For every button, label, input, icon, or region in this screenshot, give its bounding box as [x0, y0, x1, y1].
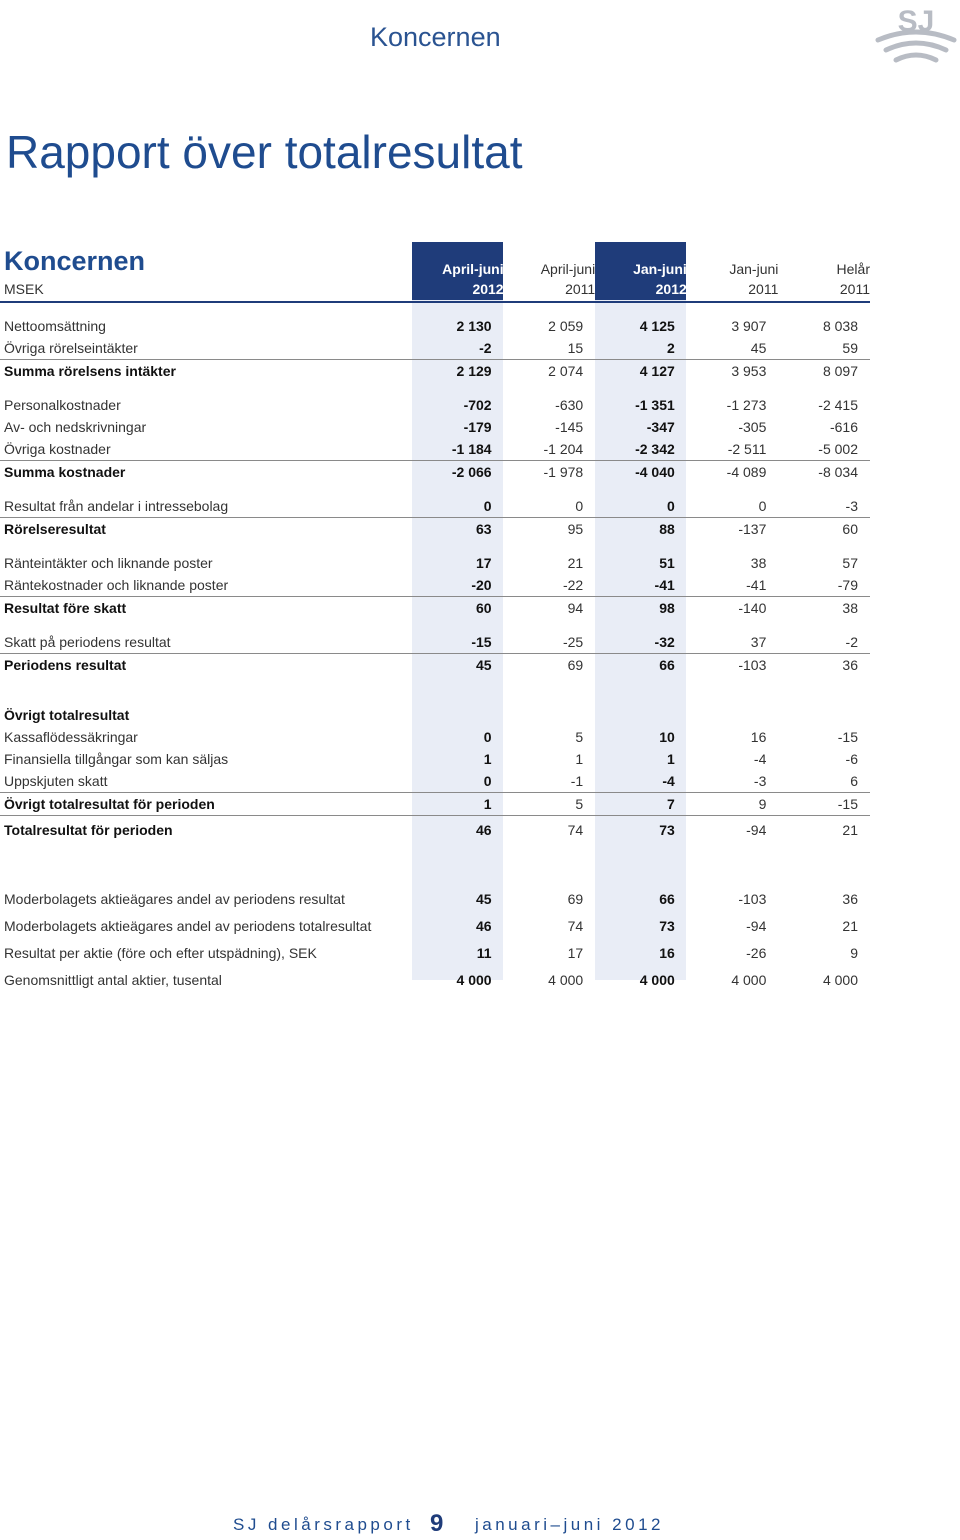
- cell-value: 73: [659, 821, 675, 838]
- cell-value: -630: [555, 397, 584, 413]
- cell-value: 60: [842, 521, 858, 537]
- cell-value: 15: [504, 337, 596, 360]
- row-label: Rörelseresultat: [4, 521, 106, 537]
- cell-value: 95: [567, 521, 584, 537]
- cell-value: 38: [842, 600, 858, 616]
- cell-value: 16: [750, 729, 767, 745]
- row-label: Räntekostnader och liknande poster: [0, 574, 412, 597]
- cell-value: -25: [504, 631, 596, 654]
- row-label: Resultat från andelar i intressebolag: [0, 495, 412, 518]
- cell-value: 2 059: [548, 318, 584, 334]
- cell-value: 74: [567, 917, 584, 934]
- cell-value: 17: [567, 944, 584, 961]
- cell-value: -2: [412, 337, 504, 360]
- cell-value: -94: [746, 821, 767, 838]
- table-row: [0, 552, 870, 574]
- cell-value: 1: [666, 751, 675, 767]
- cell-value: -41: [595, 574, 687, 597]
- spacer-row: [0, 540, 870, 552]
- cell-value: -8 034: [818, 464, 858, 480]
- sj-logo: [872, 4, 960, 66]
- cell-value: 0: [412, 495, 504, 518]
- cell-value: 7: [595, 793, 687, 816]
- cell-value: -1 273: [726, 397, 767, 413]
- cell-value: -79: [778, 574, 870, 597]
- cell-value: 66: [659, 657, 675, 673]
- row-label: Periodens resultat: [4, 657, 127, 673]
- cell-value: 3 953: [731, 363, 767, 379]
- cell-value: 46: [476, 821, 492, 838]
- column-header-period: Jan-juni: [633, 261, 687, 277]
- table-row-total: [0, 461, 870, 484]
- cell-value: 73: [659, 917, 675, 934]
- cell-value: -4: [595, 770, 687, 793]
- cell-value: 3 907: [731, 318, 767, 334]
- cell-value: 0: [412, 770, 504, 793]
- cell-value: 21: [567, 555, 584, 571]
- unit-label: MSEK: [0, 277, 412, 302]
- cell-value: -6: [845, 751, 858, 767]
- cell-value: 98: [659, 600, 675, 616]
- table-row: [0, 726, 870, 748]
- row-label: Skatt på periodens resultat: [0, 631, 412, 654]
- cell-value: -2 342: [595, 438, 687, 461]
- cell-value: -305: [738, 419, 767, 435]
- cell-value: 4 000: [822, 971, 858, 988]
- column-header-period: Jan-juni: [729, 261, 779, 277]
- row-label: Moderbolagets aktieägares andel av periodens resultat: [4, 890, 345, 907]
- cell-value: 21: [842, 821, 858, 838]
- footer-period: januari–juni 2012: [475, 1515, 664, 1534]
- cell-value: 0: [687, 495, 779, 518]
- cell-value: 16: [659, 944, 675, 961]
- cell-value: 94: [567, 600, 584, 616]
- column-header-year: 2011: [778, 277, 870, 302]
- cell-value: 38: [750, 555, 767, 571]
- cell-value: 4 000: [456, 971, 492, 988]
- cell-value: 45: [476, 657, 492, 673]
- cell-value: 0: [483, 729, 492, 745]
- cell-value: 88: [659, 521, 675, 537]
- cell-value: -1 184: [412, 438, 504, 461]
- table-row: [0, 416, 870, 438]
- cell-value: -1 204: [504, 438, 596, 461]
- cell-value: 0: [595, 495, 687, 518]
- cell-value: 5: [575, 729, 584, 745]
- cell-value: -347: [646, 419, 675, 435]
- cell-value: 9: [850, 944, 858, 961]
- row-label: Av- och nedskrivningar: [4, 419, 147, 435]
- column-header-year: 2012: [412, 277, 504, 302]
- cell-value: -616: [829, 419, 858, 435]
- column-header-year: 2011: [687, 277, 779, 302]
- cell-value: -179: [463, 419, 492, 435]
- row-label: Personalkostnader: [4, 397, 121, 413]
- row-label: Totalresultat för perioden: [4, 821, 173, 838]
- cell-value: -3: [687, 770, 779, 793]
- table-row: [0, 748, 870, 770]
- spacer-row: [0, 676, 870, 704]
- table-row: [0, 770, 870, 793]
- column-header-period: April-juni: [442, 261, 504, 277]
- row-label: Summa kostnader: [4, 464, 126, 480]
- cell-value: -2 511: [687, 438, 779, 461]
- table-row: [0, 574, 870, 597]
- cell-value: -1 351: [635, 397, 675, 413]
- cell-value: 57: [842, 555, 858, 571]
- cell-value: 45: [476, 890, 492, 907]
- cell-value: -15: [412, 631, 504, 654]
- cell-value: -1 978: [543, 464, 584, 480]
- table-row: [0, 495, 870, 518]
- cell-value: -103: [738, 657, 767, 673]
- table-row-total: [0, 793, 870, 816]
- row-label: Moderbolagets aktieägares andel av periodens totalresultat: [4, 917, 372, 934]
- table-row-total: [0, 518, 870, 541]
- table-row: [0, 631, 870, 654]
- cell-value: 63: [476, 521, 492, 537]
- table-row: [0, 337, 870, 360]
- cell-value: 9: [687, 793, 779, 816]
- cell-value: 74: [567, 821, 584, 838]
- row-label: Ränteintäkter och liknande poster: [4, 555, 213, 571]
- row-label: Övrigt totalresultat för perioden: [0, 793, 412, 816]
- table-row-total: [0, 816, 870, 844]
- table-row-total: [0, 597, 870, 620]
- footer-report-name: SJ delårsrapport: [233, 1515, 414, 1534]
- cell-value: -15: [778, 793, 870, 816]
- cell-value: -3: [778, 495, 870, 518]
- cell-value: 4 000: [731, 971, 767, 988]
- cell-value: -5 002: [778, 438, 870, 461]
- table-row: [0, 966, 870, 993]
- cell-value: -20: [412, 574, 504, 597]
- cell-value: 21: [842, 917, 858, 934]
- row-label: Övriga rörelseintäkter: [0, 337, 412, 360]
- cell-value: 8 097: [822, 363, 858, 379]
- table-row-total: [0, 360, 870, 383]
- cell-value: 4 125: [639, 318, 675, 334]
- header-row-years: [0, 277, 870, 302]
- cell-value: 1: [483, 751, 492, 767]
- cell-value: -32: [595, 631, 687, 654]
- cell-value: 10: [659, 729, 675, 745]
- cell-value: -4: [753, 751, 767, 767]
- cell-value: 2 074: [548, 363, 584, 379]
- table-row: [0, 885, 870, 912]
- cell-value: -4 089: [726, 464, 767, 480]
- section-label: Koncernen: [370, 22, 501, 52]
- row-label: Finansiella tillgångar som kan säljas: [4, 751, 229, 767]
- cell-value: 5: [504, 793, 596, 816]
- table-row: [0, 939, 870, 966]
- table-row: [0, 438, 870, 461]
- table-row: [0, 315, 870, 337]
- cell-value: 69: [567, 657, 584, 673]
- cell-value: 37: [687, 631, 779, 654]
- cell-value: -22: [504, 574, 596, 597]
- column-header-period: Helår: [836, 261, 870, 277]
- cell-value: 17: [476, 555, 492, 571]
- cell-value: 2 129: [456, 363, 492, 379]
- cell-value: -2 415: [818, 397, 858, 413]
- cell-value: 60: [476, 600, 492, 616]
- row-label: Resultat per aktie (före och efter utspädning), SEK: [4, 944, 317, 961]
- page-footer: [0, 1512, 960, 1540]
- cell-value: -145: [555, 419, 584, 435]
- row-label: Genomsnittligt antal aktier, tusental: [4, 971, 222, 988]
- cell-value: -4 040: [635, 464, 675, 480]
- cell-value: 6: [778, 770, 870, 793]
- cell-value: 8 038: [822, 318, 858, 334]
- spacer-row: [0, 382, 870, 394]
- cell-value: 36: [842, 890, 858, 907]
- table-row-total: [0, 654, 870, 677]
- column-header-period: April-juni: [540, 261, 596, 277]
- cell-value: -26: [746, 944, 767, 961]
- cell-value: -15: [837, 729, 858, 745]
- row-label: Kassaflödessäkringar: [4, 729, 138, 745]
- cell-value: 46: [476, 917, 492, 934]
- cell-value: -140: [738, 600, 767, 616]
- cell-value: -2 066: [451, 464, 492, 480]
- header-row-periods: [0, 240, 870, 277]
- cell-value: -702: [463, 397, 492, 413]
- row-label: Uppskjuten skatt: [0, 770, 412, 793]
- section-heading: Övrigt totalresultat: [4, 707, 130, 723]
- cell-value: -94: [746, 917, 767, 934]
- column-header-year: 2011: [504, 277, 596, 302]
- cell-value: 59: [778, 337, 870, 360]
- page-title: Rapport över totalresultat: [6, 126, 523, 178]
- cell-value: 51: [659, 555, 675, 571]
- cell-value: 2 130: [456, 318, 492, 334]
- income-statement-table: [0, 240, 870, 993]
- cell-value: 36: [842, 657, 858, 673]
- cell-value: -41: [687, 574, 779, 597]
- row-label: Nettoomsättning: [4, 318, 106, 334]
- table-row: [0, 394, 870, 416]
- table-row-section-heading: [0, 704, 870, 726]
- spacer-row: [0, 619, 870, 631]
- sj-logo-text: SJ: [897, 5, 935, 38]
- cell-value: 0: [504, 495, 596, 518]
- cell-value: -103: [738, 890, 767, 907]
- cell-value: 4 127: [639, 363, 675, 379]
- cell-value: 4 000: [548, 971, 584, 988]
- row-label: Övriga kostnader: [0, 438, 412, 461]
- page-number: 9: [430, 1510, 444, 1537]
- spacer-row: [0, 843, 870, 885]
- cell-value: 1: [412, 793, 504, 816]
- table-row: [0, 912, 870, 939]
- spacer-row: [0, 302, 870, 315]
- cell-value: 2: [595, 337, 687, 360]
- cell-value: 4 000: [639, 971, 675, 988]
- cell-value: 45: [687, 337, 779, 360]
- cell-value: 66: [659, 890, 675, 907]
- row-label: Resultat före skatt: [4, 600, 127, 616]
- table-title: Koncernen: [4, 246, 146, 276]
- row-label: Summa rörelsens intäkter: [4, 363, 176, 379]
- cell-value: 1: [575, 751, 584, 767]
- cell-value: -137: [738, 521, 767, 537]
- cell-value: -1: [504, 770, 596, 793]
- spacer-row: [0, 483, 870, 495]
- cell-value: -2: [778, 631, 870, 654]
- column-header-year: 2012: [595, 277, 687, 302]
- cell-value: 69: [567, 890, 584, 907]
- cell-value: 11: [476, 944, 492, 961]
